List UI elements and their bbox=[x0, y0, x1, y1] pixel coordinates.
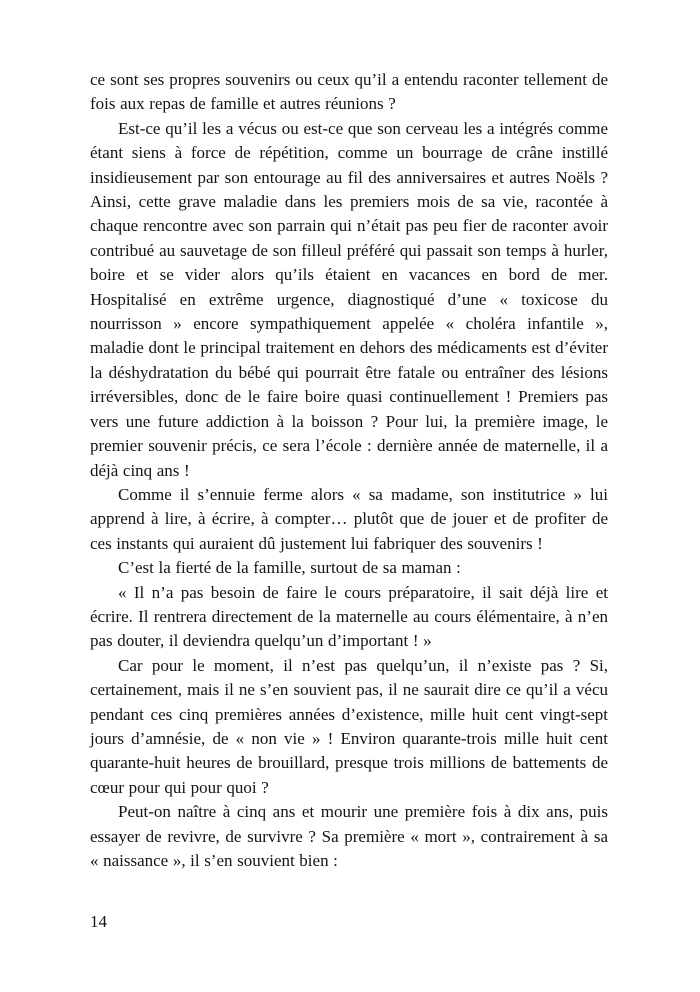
paragraph: ce sont ses propres souvenirs ou ceux qu’il a entendu raconter tellement de fois aux repas de famille et autres réunions ? bbox=[90, 70, 608, 114]
paragraph: Est-ce qu’il les a vécus ou est-ce que son cerveau les a intégrés comme étant siens à force de répétition, comme un bourrage de crâne instillé insidieusement par son entourage au fil des anniversaires et autres Noëls ? Ainsi, cette grave maladie dans les premiers mois de sa vie, racontée à chaque rencontre avec son parrain qui n’était pas peu fier de raconter avoir contribué au sauvetage de son filleul préféré qui passait son temps à hurler, boire et se vider alors qu’ils étaient en vacances en bord de mer. Hospitalisé en extrême urgence, diagnostiqué d’une « toxicose du nourrisson » encore sympathiquement appelée « choléra infantile », maladie dont le principal traitement en dehors des médicaments est d’éviter la déshydratation du bébé qui pourrait être fatale ou entraîner des lésions irréversibles, donc de le faire boire quasi continuellement ! Premiers pas vers une future addiction à la boisson ? Pour lui, la première image, le premier souvenir précis, ce sera l’école : dernière année de maternelle, il a déjà cinq ans ! bbox=[90, 118, 608, 480]
page-number: 14 bbox=[90, 912, 107, 931]
page-text bbox=[90, 68, 608, 873]
paragraph: « Il n’a pas besoin de faire le cours préparatoire, il sait déjà lire et écrire. Il rentrera directement de la maternelle au cours élémentaire, à n’en pas douter, il deviendra quelqu’un d’important ! » bbox=[90, 582, 608, 651]
paragraph: Peut-on naître à cinq ans et mourir une première fois à dix ans, puis essayer de revivre, de survivre ? Sa première « mort », contrairement à sa « naissance », il s’en souvient bien : bbox=[90, 802, 608, 870]
paragraph: C’est la fierté de la famille, surtout de sa maman : bbox=[118, 558, 461, 578]
paragraph: Comme il s’ennuie ferme alors « sa madame, son institutrice » lui apprend à lire, à écrire, à compter… plutôt que de jouer et de profiter de ces instants qui auraient dû justement lui fabriquer des souvenirs ! bbox=[90, 484, 608, 553]
paragraph: Car pour le moment, il n’est pas quelqu’un, il n’existe pas ? Si, certainement, mais il ne s’en souvient pas, il ne saurait dire ce qu’il a vécu pendant ces cinq premières années d’existence, mille huit cent vingt-sept jours d’amnésie, de « non vie » ! Environ quarante-trois mille huit cent quarante-huit heures de brouillard, presque trois millions de battements de cœur pour qui pour quoi ? bbox=[90, 655, 608, 797]
